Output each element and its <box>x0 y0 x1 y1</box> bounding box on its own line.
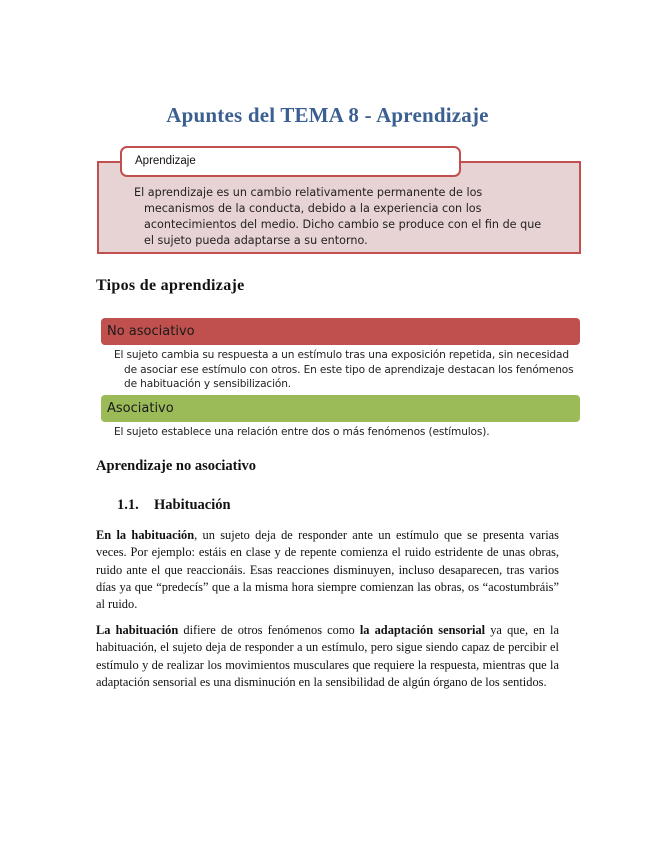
type-asociativo-header: Asociativo <box>101 395 580 422</box>
subsection-number: 1.1. <box>117 497 139 513</box>
section-heading: Aprendizaje no asociativo <box>96 458 257 474</box>
types-heading: Tipos de aprendizaje <box>96 277 245 294</box>
paragraph-comparison <box>96 622 559 691</box>
definition-label: Aprendizaje <box>120 146 461 177</box>
subsection-heading <box>117 497 231 514</box>
type-asociativo-description <box>114 425 574 440</box>
paragraph2-bold-mid: la adaptación sensorial <box>359 623 486 637</box>
type-no-asociativo-text: El sujeto cambia su respuesta a un estímulo tras una exposición repetida, sin necesidad de asociar ese estímulo con otros. En este tipo de aprendizaje destacan los fenómenos de habituación y sensibilización. <box>114 349 574 390</box>
paragraph2-text-b: ya que, en la habituación, el sujeto deja de responder a un estímulo, pero sigue siendo capaz de percibir el estímulo y de realizar los movimientos musculares que requiere la respuesta, mientras que la adaptación sensorial es una disminución en la sensibilidad de algún órgano de los sentidos. <box>96 623 559 689</box>
definition-text <box>134 185 554 249</box>
paragraph2-text-a: difiere de otros fenómenos como <box>178 623 360 637</box>
page-title: Apuntes del TEMA 8 - Aprendizaje <box>166 103 489 127</box>
type-no-asociativo-description <box>114 348 574 392</box>
subsection-title: Habituación <box>154 497 231 513</box>
type-asociativo-text: El sujeto establece una relación entre dos o más fenómenos (estímulos). <box>114 426 490 438</box>
paragraph-habituacion <box>96 527 559 613</box>
paragraph2-bold-lead: La habituación <box>96 623 179 637</box>
type-no-asociativo-header: No asociativo <box>101 318 580 345</box>
definition-paragraph: El aprendizaje es un cambio relativamente permanente de los mecanismos de la conducta, debido a la experiencia con los acontecimientos del medio. Dicho cambio se produce con el fin de que el sujeto pueda adaptarse a su entorno. <box>134 186 542 247</box>
paragraph1-bold-lead: En la habituación <box>96 528 195 542</box>
paragraph1-text: , un sujeto deja de responder ante un estímulo que se presenta varias veces. Por ejemplo: estáis en clase y de repente comienza el ruido estridente de unas obras, ruido ante el que reaccionáis. Esas reacciones disminuyen, incluso desaparecen, tras varios días ya que “predecís” que a la misma hora siempre comienzan las obras, os “acostumbráis” al ruido. <box>96 528 560 612</box>
